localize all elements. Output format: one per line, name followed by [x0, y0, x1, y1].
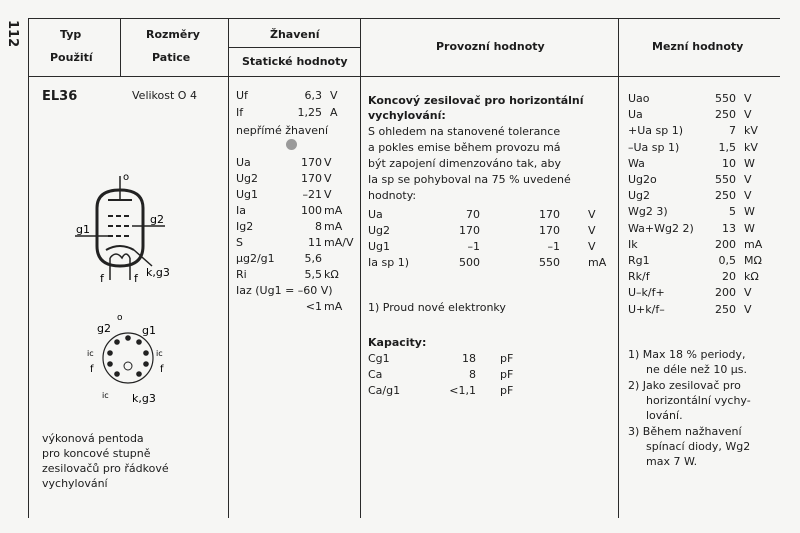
limit-symbol: Ua: [628, 108, 643, 122]
static-unit: mA: [324, 204, 343, 217]
static-symbol: Ri: [236, 268, 247, 281]
usage-line-1: výkonová pentoda: [42, 432, 144, 445]
operating-text-1: S ohledem na stanovené tolerance: [368, 125, 561, 138]
limit-value: 250: [715, 302, 736, 316]
operating-text-5: hodnoty:: [368, 189, 417, 202]
header-typ: Typ: [60, 28, 82, 41]
static-value: <1: [305, 300, 322, 313]
limit-value: 200: [715, 286, 736, 300]
operating-value-1: 500: [459, 256, 480, 269]
header-bottom-border: [28, 76, 780, 77]
operating-unit: V: [588, 208, 596, 221]
limit-note-line: lování.: [646, 409, 683, 422]
col-divider-1: [120, 18, 121, 76]
static-unit: V: [324, 156, 332, 169]
operating-symbol: Ug1: [368, 240, 391, 253]
limit-symbol: U+k/f–: [628, 302, 665, 316]
capacity-symbol: Cg1: [368, 352, 390, 365]
static-unit: mA: [324, 300, 343, 313]
heating-unit: V: [330, 89, 338, 102]
operating-title-1: Koncový zesilovač pro horizontální: [368, 94, 584, 107]
static-value: 11: [308, 236, 322, 249]
limit-unit: W: [744, 205, 755, 219]
operating-value-1: 170: [459, 224, 480, 237]
operating-symbol: Ua: [368, 208, 383, 221]
limit-unit: kV: [744, 124, 758, 138]
limit-value: 550: [715, 92, 736, 105]
capacity-symbol: Ca: [368, 368, 383, 381]
tube-size: Velikost O 4: [132, 89, 197, 102]
static-symbol: μg2/g1: [236, 252, 275, 265]
static-symbol: Ug1: [236, 188, 259, 201]
base-label-o: o: [117, 313, 123, 323]
limit-symbol: Rg1: [628, 254, 650, 267]
static-value: 100: [301, 204, 322, 217]
operating-value-2: 170: [539, 224, 560, 237]
static-unit: mA: [324, 220, 343, 233]
limit-unit: V: [744, 92, 752, 105]
static-unit: V: [324, 172, 332, 185]
operating-value-2: 550: [539, 256, 560, 269]
limit-unit: V: [744, 108, 752, 122]
header-staticke: Statické hodnoty: [242, 55, 348, 68]
col-divider-4: [618, 18, 619, 518]
limit-note-line: horizontální vychy-: [646, 394, 751, 407]
static-value: 170: [301, 156, 322, 169]
base-label-g2: g2: [97, 322, 111, 335]
static-symbol: Ua: [236, 156, 251, 169]
limit-value: 1,5: [718, 140, 736, 154]
capacity-value: 18: [462, 352, 476, 365]
base-label-kg3: k,g3: [132, 392, 156, 405]
limit-note-line: spínací diody, Wg2: [646, 440, 751, 453]
heating-indicator-icon: [286, 139, 297, 150]
heating-note: nepřímé žhavení: [236, 124, 329, 137]
static-symbol: Ia: [236, 204, 246, 217]
symbol-label-f2: f: [134, 272, 138, 285]
col-divider-2: [228, 18, 229, 518]
limit-symbol: Ug2: [628, 189, 651, 203]
tube-type: EL36: [42, 89, 78, 104]
usage-line-4: vychylování: [42, 477, 108, 490]
base-pinout-diagram: [80, 312, 180, 412]
limit-symbol: Ug2o: [628, 173, 657, 186]
page-number: 112: [5, 20, 20, 48]
limit-value: 5: [729, 205, 736, 219]
limit-value: 200: [715, 237, 736, 251]
symbol-label-kg3: k,g3: [146, 266, 170, 279]
operating-unit: V: [588, 224, 596, 237]
header-split-line: [228, 47, 360, 48]
heating-unit: A: [330, 106, 338, 119]
limit-value: 0,5: [718, 254, 736, 267]
operating-value-2: –1: [547, 240, 560, 253]
operating-symbol: Ia sp 1): [368, 256, 409, 269]
limit-symbol: Rk/f: [628, 270, 650, 284]
operating-symbol: Ug2: [368, 224, 391, 237]
operating-value-1: –1: [467, 240, 480, 253]
header-patice: Patice: [152, 51, 191, 64]
limit-unit: mA: [744, 237, 763, 251]
limit-note-line: 1) Max 18 % periody,: [628, 348, 746, 361]
limit-symbol: U–k/f+: [628, 286, 665, 300]
capacity-symbol: Ca/g1: [368, 384, 401, 397]
base-label-f-left: f: [90, 364, 94, 375]
static-value: –21: [302, 188, 322, 201]
limit-value: 250: [715, 189, 736, 203]
limit-value: 20: [722, 270, 736, 284]
capacity-unit: pF: [500, 368, 514, 381]
limit-symbol: Wa: [628, 156, 645, 170]
operating-text-4: Ia sp se pohyboval na 75 % uvedené: [368, 173, 571, 186]
table-top-border: [28, 18, 780, 19]
limit-value: 250: [715, 108, 736, 122]
static-symbol: Ug2: [236, 172, 259, 185]
limit-unit: V: [744, 189, 752, 203]
static-value: 5,6: [304, 252, 322, 265]
static-symbol: Iaz (Ug1 = –60 V): [236, 284, 333, 297]
header-provozni: Provozní hodnoty: [436, 40, 545, 53]
usage-line-3: zesilovačů pro řádkové: [42, 462, 169, 475]
table-left-border: [28, 18, 29, 518]
limit-unit: W: [744, 156, 755, 170]
operating-text-3: být zapojení dimenzováno tak, aby: [368, 157, 561, 170]
limit-symbol: –Ua sp 1): [628, 140, 680, 154]
static-value: 8: [315, 220, 322, 233]
heating-symbol: If: [236, 106, 244, 119]
limit-symbol: +Ua sp 1): [628, 124, 684, 138]
limit-note-line: 2) Jako zesilovač pro: [628, 379, 741, 392]
operating-unit: mA: [588, 256, 607, 269]
header-pouziti: Použití: [50, 51, 93, 64]
static-symbol: Ig2: [236, 220, 254, 233]
limit-value: 550: [715, 173, 736, 186]
limit-value: 7: [729, 124, 736, 138]
limit-unit: W: [744, 221, 755, 235]
capacity-unit: pF: [500, 384, 514, 397]
base-label-ic-bottom: ic: [102, 391, 109, 400]
operating-footnote: 1) Proud nové elektronky: [368, 301, 506, 314]
limit-symbol: Ik: [628, 237, 638, 251]
static-symbol: S: [236, 236, 243, 249]
limit-value: 10: [722, 156, 736, 170]
operating-value-1: 70: [466, 208, 480, 221]
limit-symbol: Uao: [628, 92, 650, 105]
limit-note-line: ne déle než 10 μs.: [646, 363, 748, 376]
operating-text-2: a pokles emise během provozu má: [368, 141, 561, 154]
base-label-ic-left: ic: [87, 349, 94, 358]
capacity-value: <1,1: [449, 384, 476, 397]
heating-value: 6,3: [304, 89, 322, 102]
symbol-label-g2: g2: [150, 213, 164, 226]
heating-value: 1,25: [297, 106, 322, 119]
col-divider-3: [360, 18, 361, 518]
symbol-label-anode: o: [123, 172, 130, 183]
base-label-ic-right: ic: [156, 349, 163, 358]
limit-value: 13: [722, 221, 736, 235]
tube-symbol-diagram: [70, 170, 180, 285]
limit-symbol: Wg2 3): [628, 205, 668, 219]
limit-note-line: 3) Během nažhavení: [628, 425, 742, 438]
header-rozmery: Rozměry: [146, 28, 200, 41]
symbol-label-f1: f: [100, 272, 104, 285]
base-label-g1: g1: [142, 324, 156, 337]
static-value: 170: [301, 172, 322, 185]
limit-unit: kΩ: [744, 270, 759, 284]
limit-note-line: max 7 W.: [646, 455, 698, 468]
static-unit: V: [324, 188, 332, 201]
capacity-value: 8: [469, 368, 476, 381]
operating-value-2: 170: [539, 208, 560, 221]
static-unit: kΩ: [324, 268, 339, 281]
header-mezni: Mezní hodnoty: [652, 40, 744, 53]
limit-unit: V: [744, 302, 752, 316]
limit-unit: V: [744, 286, 752, 300]
capacity-unit: pF: [500, 352, 514, 365]
symbol-label-g1: g1: [76, 223, 90, 236]
operating-unit: V: [588, 240, 596, 253]
static-unit: mA/V: [324, 236, 354, 249]
heating-symbol: Uf: [236, 89, 248, 102]
limit-symbol: Wa+Wg2 2): [628, 221, 694, 235]
limit-unit: MΩ: [744, 254, 762, 267]
operating-title-2: vychylování:: [368, 109, 446, 122]
capacities-title: Kapacity:: [368, 336, 427, 349]
usage-line-2: pro koncové stupně: [42, 447, 151, 460]
static-value: 5,5: [304, 268, 322, 281]
limit-unit: V: [744, 173, 752, 186]
base-label-f-right: f: [160, 364, 164, 375]
header-zhaveni: Žhavení: [270, 28, 320, 41]
limit-unit: kV: [744, 140, 758, 154]
